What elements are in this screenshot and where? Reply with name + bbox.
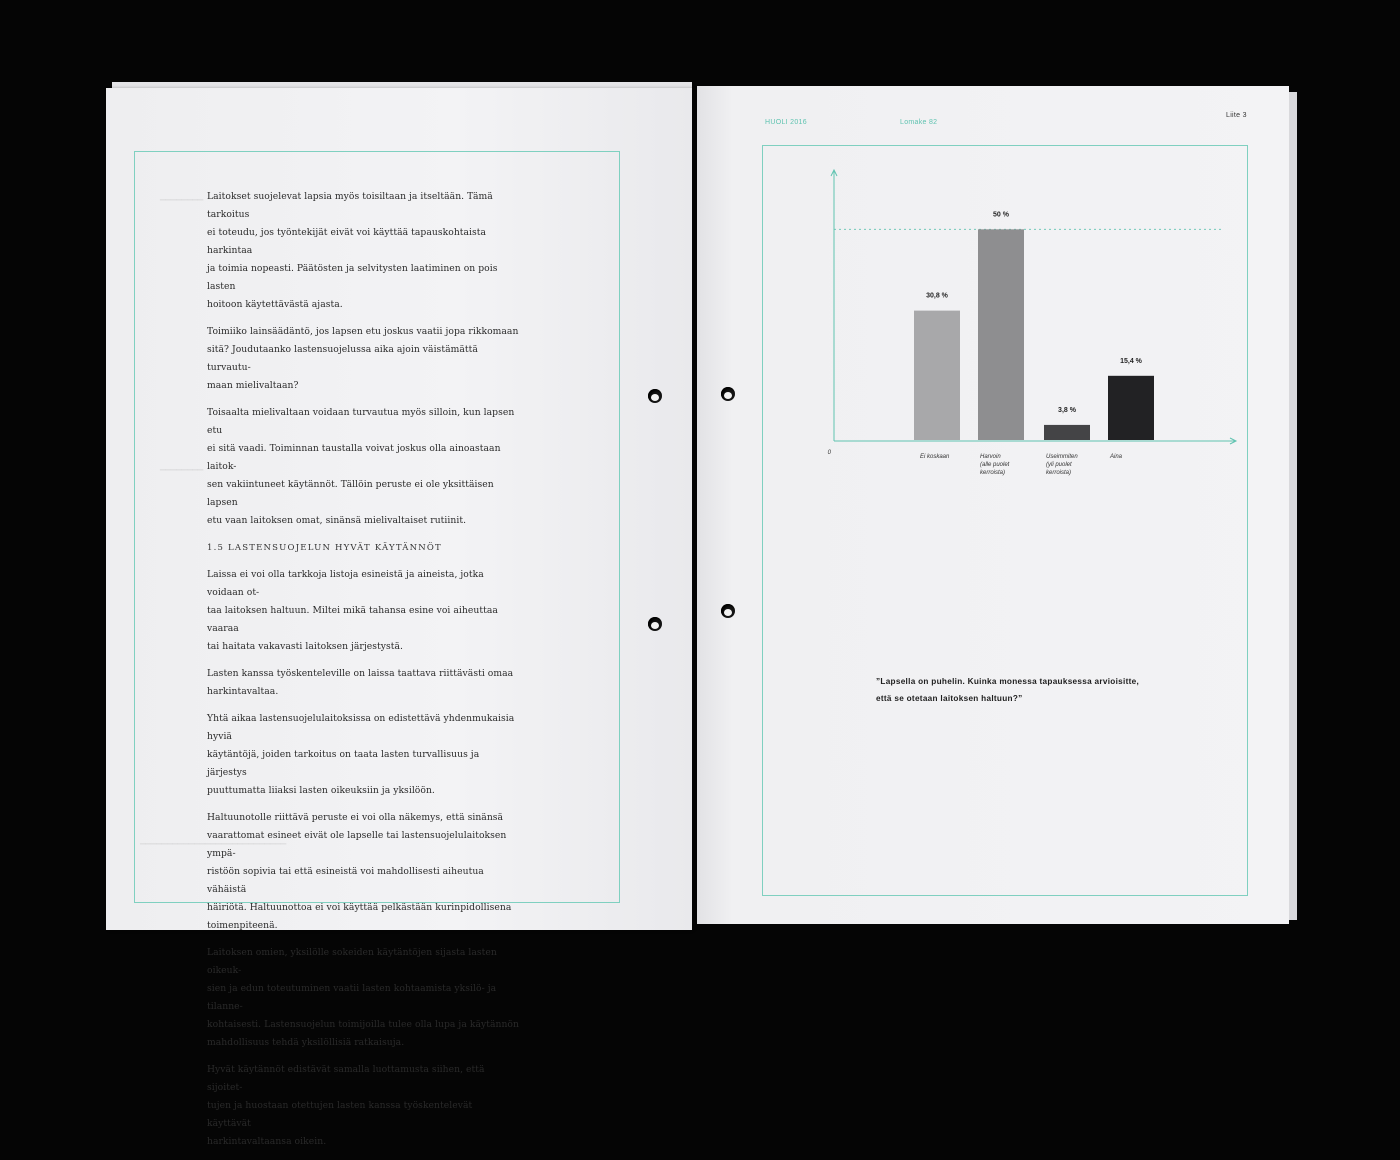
axis-origin-label: 0 bbox=[827, 450, 831, 456]
paragraph: Yhtä aikaa lastensuojelulaitoksissa on edistettävä yhdenmukaisia hyviä käytäntöjä, joiden tarkoitus on taata lasten turvallisuus ja järjestys puuttumatta liiaksi lasten oikeuksiin ja yksilöön. bbox=[207, 713, 515, 796]
survey-question: ”Lapsella on puhelin. Kuinka monessa tapauksessa arvioisitte, että se otetaan laitoksen haltuun?” bbox=[876, 677, 1140, 703]
category-label: (yli puolet bbox=[1046, 462, 1072, 468]
bar bbox=[1108, 376, 1154, 440]
paragraph: Laitoksen omien, yksilölle sokeiden käytäntöjen sijasta lasten oikeuk- sien ja edun toteutuminen vaatii lasten kohtaamista yksilö- ja tilanne- kohtaisesti. Lastensuojelun toimijoilla tulee olla lupa ja käytännön mahdollisuus tehdä yksilöllisiä ratkaisuja. bbox=[207, 947, 519, 1048]
category-label: kerroista) bbox=[1046, 470, 1072, 476]
category-label: Ei koskaan bbox=[920, 454, 950, 460]
binder-hole bbox=[721, 387, 735, 401]
section-heading: 1.5 LASTENSUOJELUN HYVÄT KÄYTÄNNÖT bbox=[207, 543, 442, 553]
show-through-text: ━━━━━━━━━━━━━━━━━━━━━━━━━━━ bbox=[140, 840, 287, 850]
paragraph: Toisaalta mielivaltaan voidaan turvautua myös silloin, kun lapsen etu ei sitä vaadi. Toiminnan taustalla voivat joskus olla ainoastaan laitok- sen vakiintuneet käytännöt. Tällöin peruste ei ole yksittäisen lapsen etu vaan laitoksen omat, sinänsä mielivaltaiset rutiinit. bbox=[207, 407, 515, 526]
paragraph: Haltuunotolle riittävä peruste ei voi olla näkemys, että sinänsä vaarattomat esineet eivät ole lapselle tai lastensuojelulaitoksen ympä- ristöön sopivia tai että esineistä voi mahdollisesti aiheutua vähäistä häiriötä. Haltuunottoa ei voi käyttää pelkästään kurinpidollisena toimenpiteenä. bbox=[207, 812, 512, 931]
paragraph: Toimiiko lainsäädäntö, jos lapsen etu joskus vaatii jopa rikkomaan sitä? Joudutaanko lastensuojelussa aika ajoin väistämättä turvautu- maan mielivaltaan? bbox=[207, 326, 519, 391]
category-label: (alle puolet bbox=[980, 462, 1010, 468]
category-label: Aina bbox=[1110, 454, 1123, 460]
category-label: Harvoin bbox=[980, 454, 1001, 460]
binder-hole bbox=[648, 617, 662, 631]
category-label: Useimmiten bbox=[1046, 454, 1078, 460]
bar-value-label: 50 % bbox=[993, 211, 1009, 219]
paragraph: Laissa ei voi olla tarkkoja listoja esineistä ja aineista, jotka voidaan ot- taa laitoksen haltuun. Miltei mikä tahansa esine voi aiheuttaa vaaraa tai haitata vakavasti laitoksen järjestystä. bbox=[207, 569, 498, 652]
bar bbox=[914, 311, 960, 440]
category-label: kerroista) bbox=[980, 470, 1006, 476]
show-through-text: ━━━━━━━━ bbox=[160, 466, 204, 476]
header-appendix: Liite 3 bbox=[1226, 112, 1247, 119]
header-form-name: Lomake 82 bbox=[900, 119, 938, 126]
paragraph: Hyvät käytännöt edistävät samalla luottamusta siihen, että sijoitet- tujen ja huostaan otettujen lasten kanssa työskentelevät käyttävät harkintavaltaansa oikein. bbox=[207, 1064, 485, 1147]
show-through-text: ━━━━━━━━ bbox=[160, 196, 204, 206]
bar-value-label: 30,8 % bbox=[926, 292, 948, 300]
left-page-body bbox=[207, 188, 519, 1160]
chart-axes bbox=[828, 170, 1236, 456]
binder-hole bbox=[648, 389, 662, 403]
paragraph: Lasten kanssa työskenteleville on laissa taattava riittävästi omaa harkintavaltaa. bbox=[207, 668, 514, 697]
bar bbox=[978, 229, 1024, 440]
bar-value-label: 3,8 % bbox=[1058, 406, 1076, 414]
paragraph: Laitokset suojelevat lapsia myös toisiltaan ja itseltään. Tämä tarkoitus ei toteudu, jos työntekijät eivät voi käyttää tapauskohtaista harkintaa ja toimia nopeasti. Päätösten ja selvitysten laatiminen on pois lasten hoitoon käytettävästä ajasta. bbox=[207, 191, 498, 310]
bar-value-label: 15,4 % bbox=[1120, 357, 1142, 365]
header-title: HUOLI 2016 bbox=[765, 119, 807, 126]
binder-hole bbox=[721, 604, 735, 618]
bar-chart bbox=[762, 150, 1252, 490]
chart-bars bbox=[914, 229, 1154, 440]
bar bbox=[1044, 425, 1090, 440]
